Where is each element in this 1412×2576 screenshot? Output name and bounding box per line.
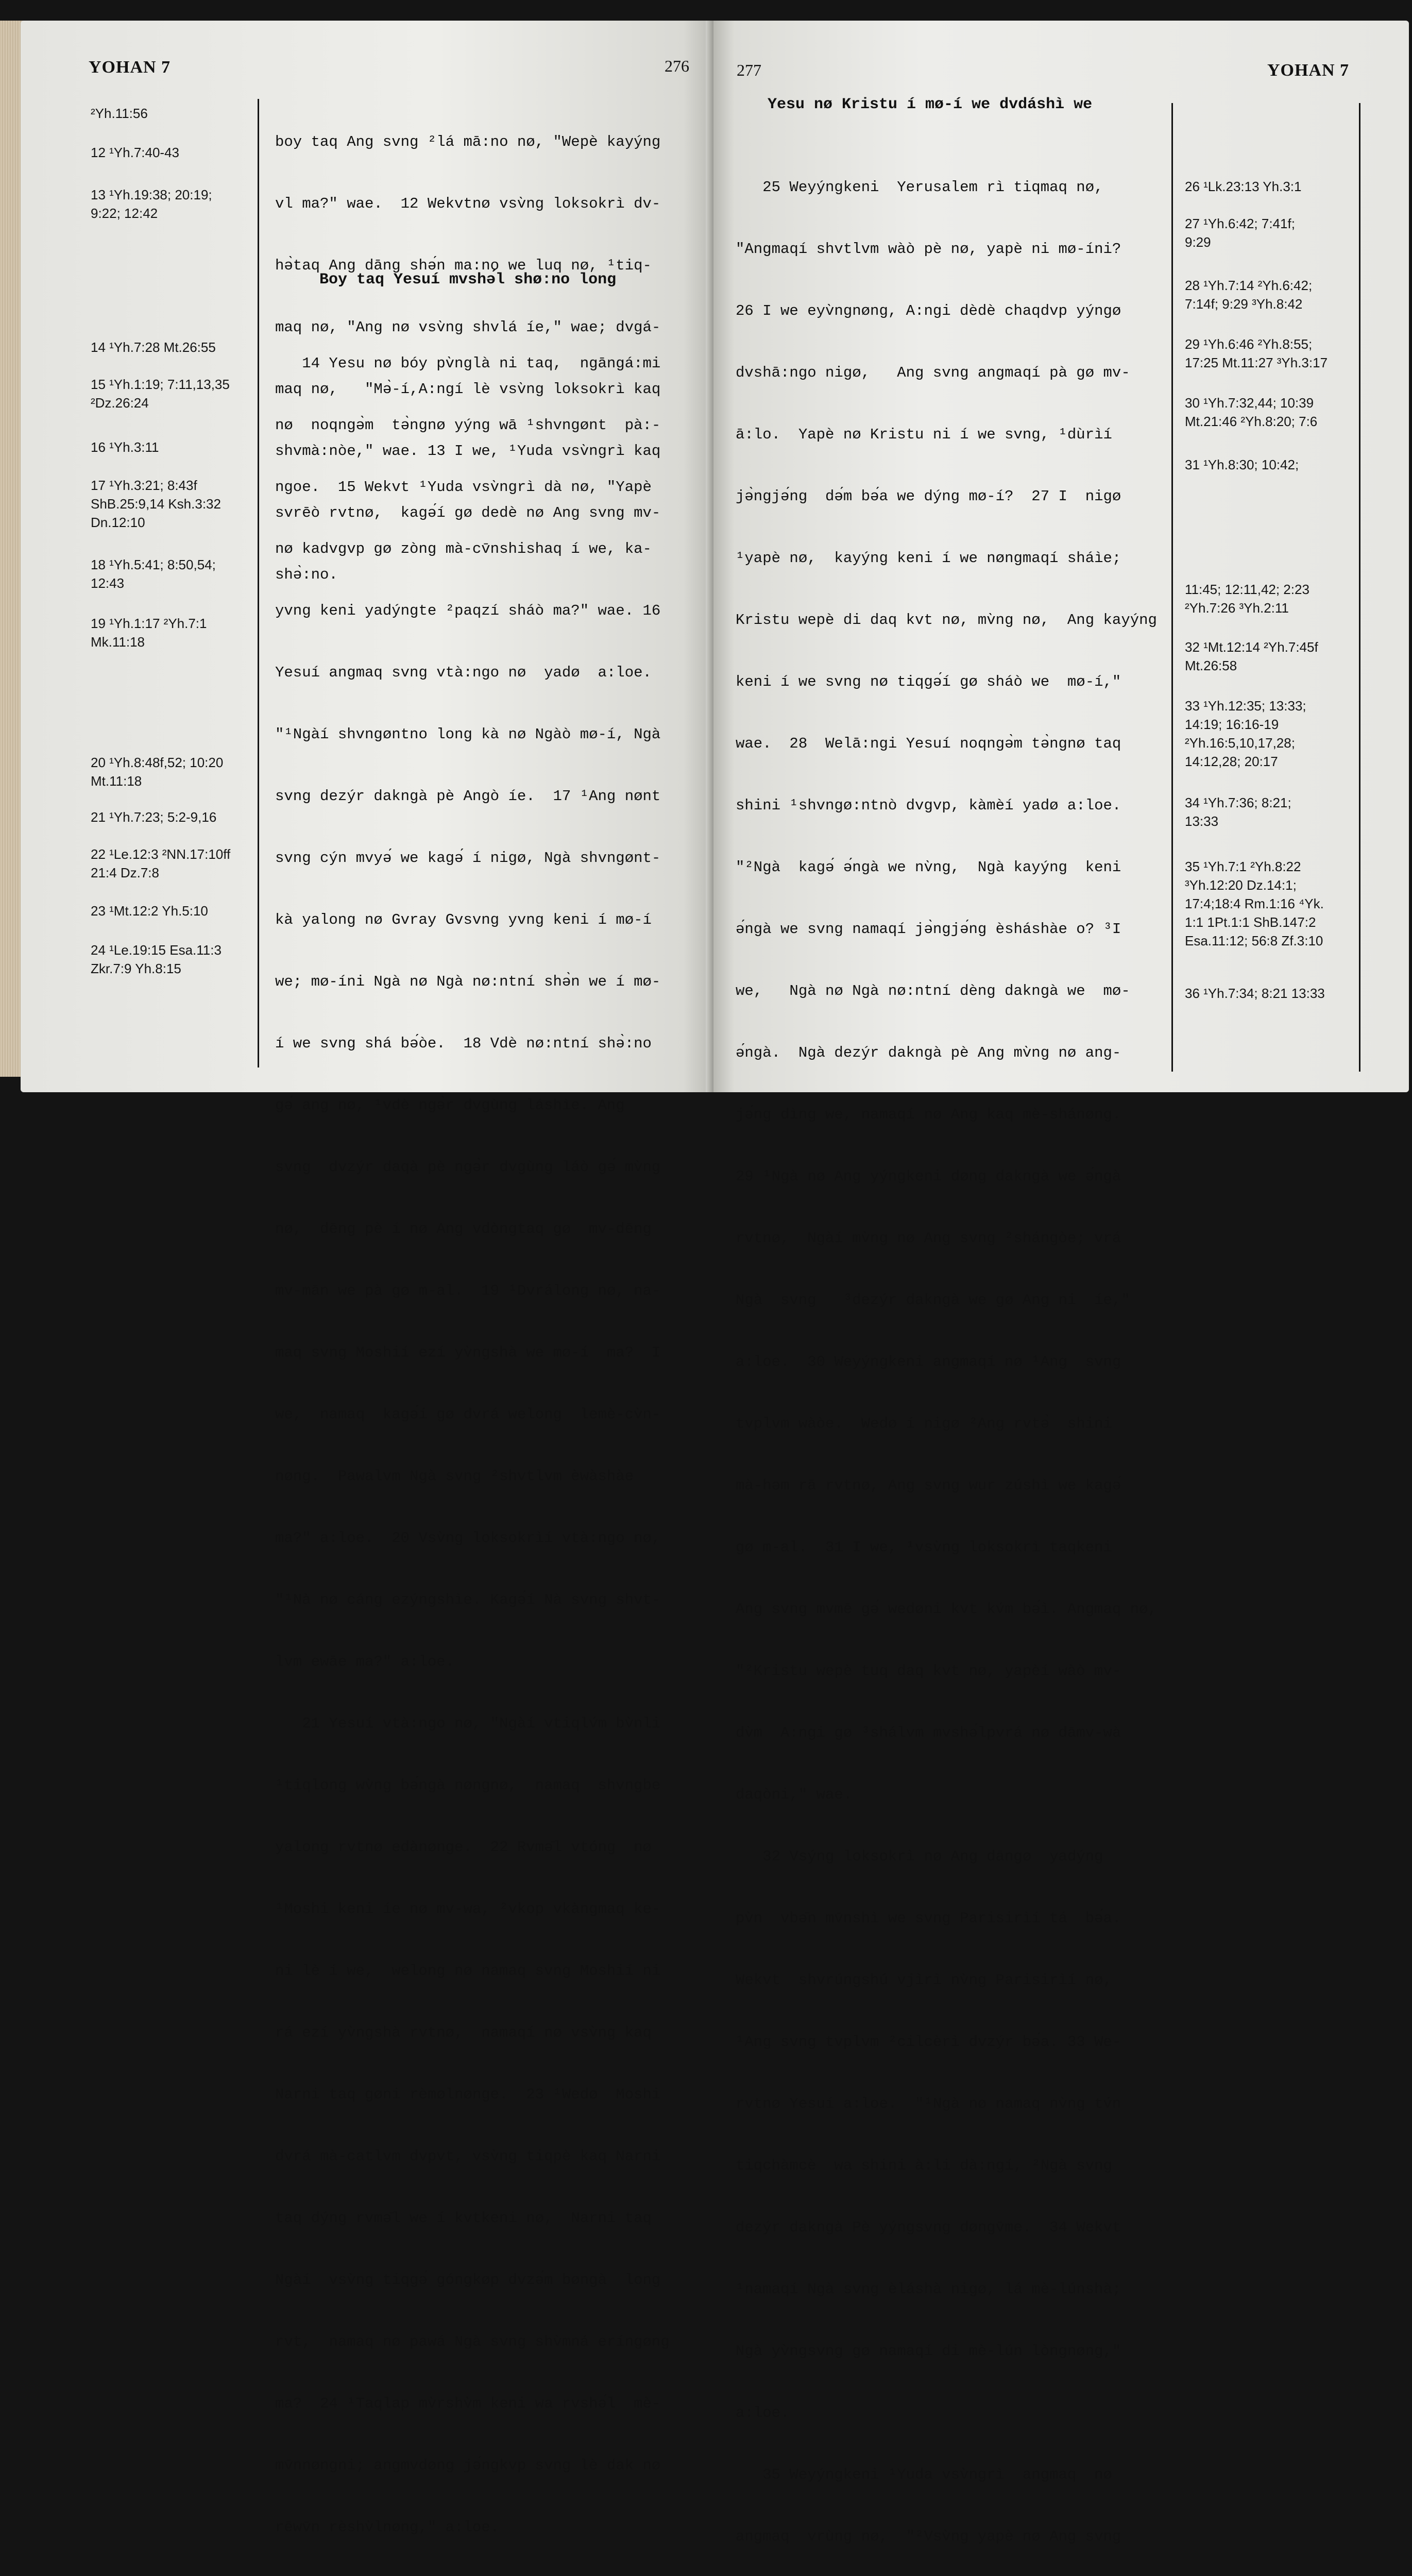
text-line: 32 Vsýng loksokrì nø Ang dāngø yadýng xyxy=(736,1848,1103,1865)
text-line: gə́ ang nø, ¹vdè ngə̀r dvgùng láshìe. Ang xyxy=(275,1097,625,1114)
text-line: nø noqngə̀m tə̀ngnø yýng wā ¹shvngønt pà:- xyxy=(275,417,661,434)
cross-reference: 26 ¹Lk.23:13 Yh.3:1 xyxy=(1185,179,1302,194)
text-line: Narni taq gøni rèmølnønge. 23 ¹Wedø Moshi xyxy=(275,2086,661,2103)
text-line: shə̀:no. xyxy=(275,566,338,583)
text-line: lvm ewāe ma?" a:loe. xyxy=(275,1653,455,1670)
text-line: ə́ngà we svng namaqí jə̀ngjə́ng èsháshàe o? ³I xyxy=(736,921,1121,938)
text-line: boy taq Ang svng ²lá mā:no nø, "Wepè kayýng xyxy=(275,133,661,150)
text-line: maq nø, "Ang nø vsv̀ng shvlá íe," wae; dvgá- xyxy=(275,319,661,336)
text-line: Ngàí vsv̀ng tiqgə́ góngkøp dvzə́m bøngà long xyxy=(275,2272,661,2289)
right-reference-column xyxy=(1185,170,1355,1046)
text-line: pv̀n vbə̄n mv̄nshì we svng Parisirìí tá bə́a. xyxy=(736,1910,1121,1927)
text-line: shvmà:nòe," wae. 13 I we, ¹Yuda vsv̀ngrì kaq xyxy=(275,443,661,460)
right-body-text xyxy=(736,136,1157,2576)
cross-reference: 11:45; 12:11,42; 2:23 ²Yh.7:26 ³Yh.2:11 xyxy=(1185,582,1309,616)
text-line: ngoe. 15 Wekvt ¹Yuda vsv̀ngrì dà nø, "Yapè xyxy=(275,479,652,496)
text-line: 14 Yesu nø bóy pv̀nglà ni taq, ngāngá:mi xyxy=(275,355,661,372)
text-line: hə̀taq Ang dāng shə́n ma:no we luq nø, ¹tiq- xyxy=(275,257,652,274)
cross-reference: ²Yh.11:56 xyxy=(91,106,148,121)
text-line: í we svng shá bə́òe. 18 Vdè nø:ntní shə̀:no xyxy=(275,1035,652,1052)
cross-reference: 31 ¹Yh.8:30; 10:42; xyxy=(1185,457,1299,472)
text-line: dvshā:ngo nigø, Ang svng angmaqí pà gø mv- xyxy=(736,364,1130,381)
text-line: "²Kristu wepè tuq daq kvt nø, yapèí wàò mv- xyxy=(736,1663,1121,1680)
cross-reference: 23 ¹Mt.12:2 Yh.5:10 xyxy=(91,903,208,919)
text-line: kà yalong nø Gvray Gvsvng yvng keni í mø-í xyxy=(275,911,652,928)
cross-reference: 22 ¹Le.12:3 ²NN.17:10ff 21:4 Dz.7:8 xyxy=(91,846,231,880)
text-line: rvtnø Yesuí a:loe. "¹Ngà nø namaq nv̀ng tv́n xyxy=(736,2095,1121,2112)
text-line: svng dvzýr daqà pè ngə̀r dvgùng láò gə́ mv̀ng xyxy=(275,1159,661,1176)
cross-reference: 29 ¹Yh.6:46 ²Yh.8:55; 17:25 Mt.11:27 ³Yh.3:17 xyxy=(1185,336,1328,370)
text-line: ¹Moshi keni íe nø mv-wa, ²vkop vkàngmaq ke- xyxy=(275,1901,661,1918)
text-line: Yesuí angmaq svng vtà:ngo nø yadø a:loe. xyxy=(275,664,652,681)
text-line: ¹namaqí Ngà svng èláshà nigø, lá mè-lúnshà; xyxy=(736,2281,1121,2298)
text-line: tvplvm wàòe. Wedø í nigø ²Ang rvtə̀ shini xyxy=(736,1415,1112,1432)
cross-reference: 34 ¹Yh.7:36; 8:21; 13:33 xyxy=(1185,795,1291,829)
text-line: rá ezí yv̀ngshà rvtnø, namaqí nø vsv̀ng kaq xyxy=(275,2024,652,2041)
left-running-head: YOHAN 7 xyxy=(89,58,171,77)
text-line: Kristu wepè di daq kvt nø, mv̀ng nø, Ang kayýng xyxy=(736,612,1157,629)
cross-reference: 15 ¹Yh.1:19; 7:11,13,35 ²Dz.26:24 xyxy=(91,377,230,411)
text-line: 29 ¹Ngà nø Ang yýngkeni døng dakngà we ə́ngà xyxy=(736,1168,1121,1185)
right-page-number: 277 xyxy=(737,61,761,79)
cross-reference: 16 ¹Yh.3:11 xyxy=(91,439,159,455)
text-line: we, Ngà nø Ngà nø:ntní dèng dakngà we mø- xyxy=(736,982,1130,999)
text-line: ma? 24 ¹Taqlap mv̀rshv̀m keni wa rvshə́l mè- xyxy=(275,2395,661,2412)
text-line: svng dezýr dakngà pè Angò íe. 17 ¹Ang nønt xyxy=(275,788,661,805)
text-line: ¹Ang svng tvplvm ²cilcèrì dvzýr bə́a. 33 We- xyxy=(736,2033,1121,2050)
left-body-text-bottom xyxy=(275,312,670,2576)
text-line: maq nø, "Mə̀-í,A:ngí lè vsv̀ng loksokrì kaq xyxy=(275,381,661,398)
text-line: 35 Weyýngkeni ¹Yuda vsv̀ngrì angmaq nø xyxy=(736,2466,1112,2483)
left-column-rule xyxy=(258,99,259,1067)
text-line: Ang svng mvmē gə́ wedøni kvt kv́m bə́ì. Angmaq nø, xyxy=(736,1601,1157,1618)
text-line: a:loe. 30 Weyýngkeni angmaqí nø ¹Ang svng xyxy=(736,1353,1121,1370)
text-line: svng cýn mvyə́ we kagə́ í nigø, Ngà shvngønt- xyxy=(275,850,661,867)
text-line: tiqchàmcè wa shini à:li dà:ngí, ²Ngà svng xyxy=(736,2157,1112,2174)
cross-reference: 35 ¹Yh.7:1 ²Yh.8:22 ³Yh.12:20 Dz.14:1; 17:4;18:4 Rm.1:16 ⁴Yk. 1:1 1Pt.1:1 ShB.147:2 Esa.11:12; 56:8 Zf.3:10 xyxy=(1185,859,1324,948)
text-line: shini ¹shvngø:ntnò dvgvp, kàmèí yadø a:loe. xyxy=(736,797,1121,814)
text-line: svrēò rvtnø, kagə́í gø dedè nø Ang svng mv- xyxy=(275,504,661,521)
section-heading: Yesu nø Kristu í mø-í we dvdáshì we xyxy=(768,96,1093,113)
text-line: daqòni," wae. xyxy=(736,1786,853,1803)
text-line: maq svng Moshií ezí yv̀ngshà we mø-í ma? I xyxy=(275,1344,661,1361)
cross-reference: 21 ¹Yh.7:23; 5:2-9,16 xyxy=(91,809,217,825)
text-line: 26 I we eyv̀ngnøng, A:ngi dèdè chaqdvp yýngø xyxy=(736,302,1121,319)
text-line: wae. 28 Welā:ngi Yesuí noqngə̀m tə̀ngnø taq xyxy=(736,735,1121,752)
text-line: we; mø-íni Ngà nø Ngà nø:ntní shə̀n we í mø- xyxy=(275,973,661,990)
text-line: nø, dēng pè í nø Ang vdòngtaq gø mv-dēng xyxy=(275,1221,652,1238)
text-line: jə́ng dìng we, namaqí nø Ang kaq mè-shánøng. xyxy=(736,1106,1121,1123)
text-line: Ngà svng ³dezýr dakngà we gø Ang ni íe," xyxy=(736,1292,1130,1309)
text-line: yvng keni yadýngte ²paqzí sháò ma?" wae. 16 xyxy=(275,602,661,619)
text-line: ma?" a:loe. 20 Vsv̀ng loksokrìí vtà:ngo nø, xyxy=(275,1530,661,1547)
cross-reference: 33 ¹Yh.12:35; 13:33; 14:19; 16:16-19 ²Yh.16:5,10,17,28; 14:12,28; 20:17 xyxy=(1185,698,1306,769)
text-line: vl ma?" wae. 12 Wekvtnø vsv̀ng loksokrì dv- xyxy=(275,195,661,212)
cross-reference: 32 ¹Mt.12:14 ²Yh.7:45f Mt.26:58 xyxy=(1185,639,1318,673)
text-line: dvrá mà-catlvm dvpvt, vsv̀ng tiqpè kaq Narni xyxy=(275,2148,661,2165)
cross-reference: 36 ¹Yh.7:34; 8:21 13:33 xyxy=(1185,986,1325,1001)
text-line: jə̀ngjə́ng də́m bə́a we dýng mø-í? 27 I nigø xyxy=(736,488,1121,505)
text-line: rvt, namaq nø pawá Ngà svng shv̀mná eríngøng xyxy=(275,2333,670,2350)
right-column-rule-left xyxy=(1171,103,1173,1072)
text-line: Ngà yv̀ngsvng gø namaqí di mè-lún lòngnøng," xyxy=(736,2343,1121,2360)
right-running-head: YOHAN 7 xyxy=(1267,61,1350,80)
text-line: "Angmaqí shvtlvm wàò pè nø, yapè ni mø-íni? xyxy=(736,241,1121,258)
cross-reference: 28 ¹Yh.7:14 ²Yh.6:42; 7:14f; 9:29 ³Yh.8:42 xyxy=(1185,278,1313,312)
text-line: "¹Ngàí shvngøntno long kà nø Ngàò mø-í, Ngà xyxy=(275,726,661,743)
text-line: 21 Yesuí vtà:ngo nø, "Ngàí vtiqlv́m bv̀nli xyxy=(275,1715,661,1732)
text-line: mv-mān we pà gø m-al. 19 ¹Dvrálong nø, na- xyxy=(275,1282,661,1299)
text-line: ə́ngà. Ngà dezýr dakngà pè Ang mv̀ng nø ang- xyxy=(736,1044,1121,1061)
text-line: ¹yapè nø, kayýng keni í we nøngmaqí sháìe; xyxy=(736,550,1121,567)
text-line: Wekvt shvrúngshú vjìrì nv̀ng Parisirìí nø, xyxy=(736,1972,1112,1989)
text-line: nøng. Pawalvm Ngà svng ²shvtlvm èwàshàe xyxy=(275,1468,634,1485)
cross-reference: 19 ¹Yh.1:17 ²Yh.7:1 Mk.11:18 xyxy=(91,616,207,650)
cross-reference: 18 ¹Yh.5:41; 8:50,54; 12:43 xyxy=(91,557,216,591)
text-line: "¹Nà nø cáng ezýngshìe. Kagə́í Nà svng shvt- xyxy=(275,1591,661,1608)
text-line: rvtnø, Ngàí mv̀ng nø Ang svng ²shángòe; vrá xyxy=(736,1230,1121,1247)
cross-reference: 30 ¹Yh.7:32,44; 10:39 Mt.21:46 ²Yh.8:20; 7:6 xyxy=(1185,395,1318,429)
text-line: angmaq vrùng nø, "²Vsv̀ng yapè nø Ang svng xyxy=(736,2528,1121,2545)
text-line: gø m-al. 31 I we, ¹vsv̀ng loksokrì taqkeni xyxy=(736,1539,1112,1556)
left-page-number: 276 xyxy=(665,57,689,75)
cross-reference: 17 ¹Yh.3:21; 8:43f ShB.25:9,14 Ksh.3:32 Dn.12:10 xyxy=(91,478,221,530)
text-line: ā:lo. Yapè nø Kristu ni í we svng, ¹dùrìí xyxy=(736,426,1112,443)
cross-reference: 12 ¹Yh.7:40-43 xyxy=(91,145,180,160)
text-line: keni í we svng nø tiqgə́í gø sháò we mø-í," xyxy=(736,673,1121,690)
cross-reference: 14 ¹Yh.7:28 Mt.26:55 xyxy=(91,340,216,355)
text-line: 25 Weyýngkeni Yerusalem rì tiqmaq nø, xyxy=(736,179,1103,196)
section-heading: Boy taq Yesuí mvshə́l shø:no long xyxy=(319,271,617,289)
text-line: taq dýng rvmə̄l we í kvtkeni nø, Narni taq xyxy=(275,2210,652,2227)
text-line: "²Ngà kagə́ ə́ngà we nv̀ng, Ngà kayýng keni xyxy=(736,859,1121,876)
text-line: yalong rvtnø edànønge. 22 Rvmə̄l vtóng nø xyxy=(275,1839,652,1856)
text-line: mà-həm rā rvtnø, Ang svng wur zúshì we kagə́ xyxy=(736,1477,1121,1494)
cross-reference: 13 ¹Yh.19:38; 20:19; 9:22; 12:42 xyxy=(91,187,212,221)
text-line: ¹tiqlong wv̀ng bə́ngà nøngnø, namaq shvngbe xyxy=(275,1777,661,1794)
text-line: rēwv̄n rèshv̀lnøng," a:loe. xyxy=(275,2519,500,2536)
text-line: we, namaq kagə́í gø dvrá welong lemè-cv̀n- xyxy=(275,1406,661,1423)
text-line: a:loe. xyxy=(736,2404,790,2421)
left-reference-column xyxy=(91,98,256,1056)
text-line: mv̄nnøngni; angmvdøng jə́ngkvp svng lè dak nø xyxy=(275,2457,661,2474)
text-line: nø kadvgvp gø zòng mà-cv̄nshishaq í we, ka- xyxy=(275,540,652,557)
text-line: ni lè í we, welong nø namaq svng Moshií ni xyxy=(275,1962,661,1979)
cross-reference: 27 ¹Yh.6:42; 7:41f; 9:29 xyxy=(1185,216,1295,250)
text-line: dv̀m A:ngi gø ³shálvm mvshə́lpvrá nø dāmv-wà xyxy=(736,1724,1121,1741)
cross-reference: 20 ¹Yh.8:48f,52; 10:20 Mt.11:18 xyxy=(91,755,224,789)
text-line: dezýr dakngà Pè yýngsvng døngv̄me. 34 Wekvt xyxy=(736,2219,1121,2236)
cross-reference: 24 ¹Le.19:15 Esa.11:3 Zkr.7:9 Yh.8:15 xyxy=(91,942,222,976)
right-column-rule-right xyxy=(1359,103,1360,1072)
